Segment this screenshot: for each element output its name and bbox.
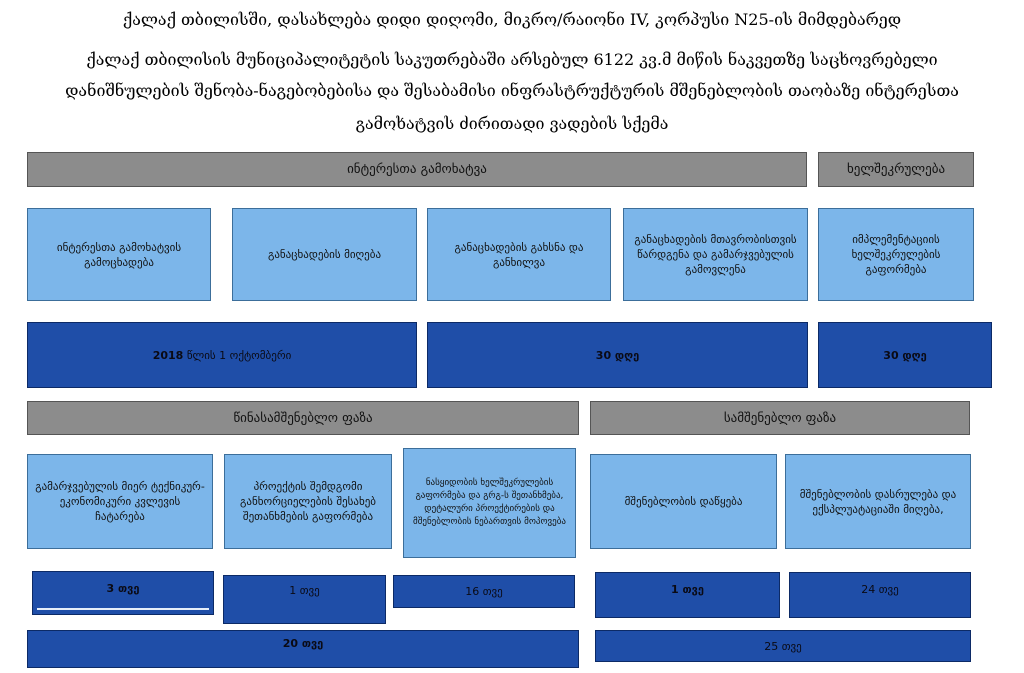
total-label: 20 თვე	[282, 637, 324, 650]
duration-label: 16 თვე	[465, 585, 503, 598]
contract-header: ხელშეკრულება	[818, 152, 974, 187]
step-purchase-permits: ნასყიდობის ხელშეკრულების გაფორმება და გრგ-ს შეთანხმება, დეტალური პროექტირების და მშენებლობის ნებართვის მოპოვება	[403, 448, 576, 558]
step-implementation-contract: იმპლემენტაციის ხელშეკრულების გაფორმება	[818, 208, 974, 301]
interest-expression-header: ინტერესთა გამოხატვა	[27, 152, 807, 187]
date-bar-year: 2018	[152, 348, 184, 362]
step-government-submission: განაცხადების მთავრობისთვის წარდგენა და გამარჯვებულის გამოვლენა	[623, 208, 808, 301]
title-line-1: ქალაქ თბილისში, დასახლება დიდი დიღომი, მიკრო/რაიონი IV, კორპუსი N25-ის მიმდებარედ	[122, 10, 902, 29]
duration-label: 30 დღე	[883, 348, 927, 362]
duration-bar-24-months	[789, 572, 971, 618]
step-application-opening: განაცხადების გახსნა და განხილვა	[427, 208, 611, 301]
date-bar-start	[27, 322, 417, 388]
step-application-receipt: განაცხადების მიღება	[232, 208, 417, 301]
duration-label: 24 თვე	[861, 583, 899, 596]
step-feasibility-study: გამარჯვებულის მიერ ტექნიკურ-ეკონომიკური კვლევის ჩატარება	[27, 454, 213, 549]
total-label: 25 თვე	[764, 639, 802, 653]
duration-label: 30 დღე	[595, 348, 640, 362]
duration-label: 1 თვე	[671, 583, 704, 596]
duration-bar-3-months	[32, 571, 214, 615]
duration-label: 1 თვე	[289, 584, 320, 597]
total-construction-bar	[595, 630, 971, 662]
step-construction-start: მშენებლობის დაწყება	[590, 454, 777, 549]
step-agreement-signing: პროექტის შემდგომი განხორციელების შესახებ შეთანხმების გაფორმება	[224, 454, 392, 549]
duration-bar-1-month	[223, 575, 386, 624]
bar-underline	[37, 608, 209, 610]
total-pre-construction-bar	[27, 630, 579, 668]
duration-bar-30-days	[427, 322, 808, 388]
title-line-3: დანიშნულების შენობა-ნაგებობებისა და შესაბამისი ინფრასტრუქტურის მშენებლობის თაობაზე ინტერესთა	[65, 81, 959, 100]
duration-label: 3 თვე	[106, 582, 140, 595]
step-announcement: ინტერესთა გამოხატვის გამოცხადება	[27, 208, 211, 301]
duration-bar-16-months	[393, 575, 575, 608]
title-line-2: ქალაქ თბილისის მუნიციპალიტეტის საკუთრებაში არსებულ 6122 კვ.მ მიწის ნაკვეთზე საცხოვრებელი	[86, 50, 938, 69]
duration-bar-30-days-contract	[818, 322, 992, 388]
duration-bar-1-month-construction	[595, 572, 780, 618]
step-construction-completion: მშენებლობის დასრულება და ექსპლუატაციაში მიღება,	[785, 454, 971, 549]
pre-construction-phase-header: წინასამშენებლო ფაზა	[27, 401, 579, 435]
construction-phase-header: სამშენებლო ფაზა	[590, 401, 970, 435]
date-bar-date-text: წლის 1 ოქტომბერი	[183, 348, 292, 362]
title-line-4: გამოხატვის ძირითადი ვადების სქემა	[355, 114, 669, 133]
